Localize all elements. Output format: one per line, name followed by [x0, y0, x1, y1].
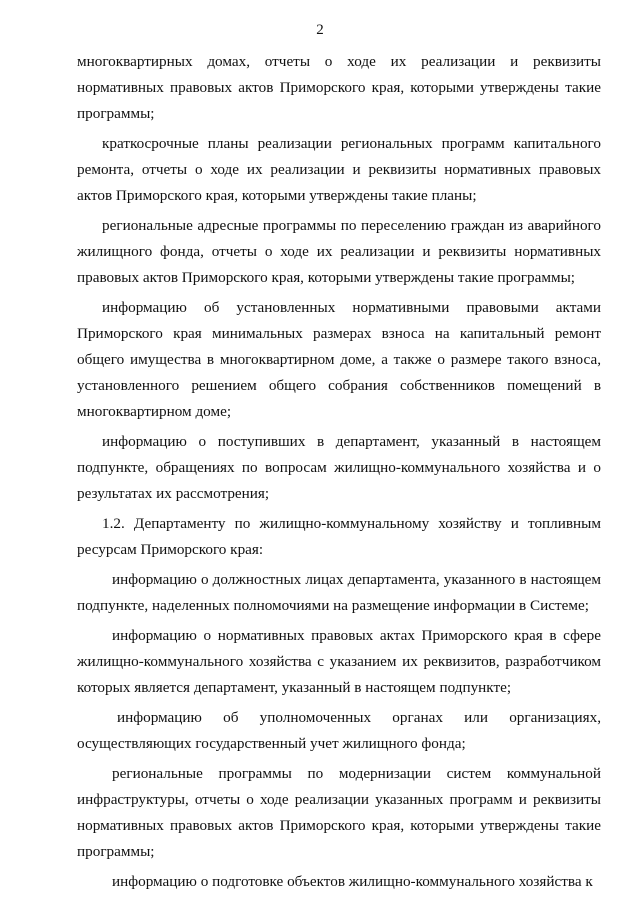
text-line: многоквартирных домах, отчеты о ходе их реализации и реквизиты [77, 53, 601, 70]
paragraph [77, 49, 601, 127]
text-line: общего имущества в многоквартирном доме, а также о размере такого взноса, [77, 351, 601, 368]
paragraph [77, 623, 601, 701]
text-line: информацию о должностных лицах департамента, указанного в настоящем [112, 571, 601, 588]
text-line: установленного решением общего собрания собственников помещений в [77, 377, 601, 394]
text-line: ремонта, отчеты о ходе их реализации и реквизиты нормативных правовых [77, 161, 601, 178]
text-line: жилищно-коммунального хозяйства с указанием их реквизитов, разработчиком [77, 653, 601, 670]
text-line: актов Приморского края, которыми утверждены такие планы; [77, 187, 477, 204]
text-line: результатах их рассмотрения; [77, 485, 270, 502]
text-line: информацию о подготовке объектов жилищно-коммунального хозяйства к [112, 873, 593, 890]
text-line: региональные адресные программы по переселению граждан из аварийного [102, 217, 601, 234]
text-line: подпункте, наделенных полномочиями на размещение информации в Системе; [77, 597, 589, 614]
text-line: нормативных правовых актов Приморского края, которыми утверждены такие [77, 817, 601, 834]
text-line: программы; [77, 843, 155, 860]
text-line: многоквартирном доме; [77, 403, 232, 420]
text-line: ресурсам Приморского края: [77, 541, 264, 558]
paragraph [77, 213, 601, 291]
paragraph [77, 869, 601, 895]
text-line: информацию о поступивших в департамент, указанный в настоящем [102, 433, 601, 450]
text-line: жилищного фонда, отчеты о ходе их реализации и реквизиты нормативных [77, 243, 601, 260]
page-number: 2 [316, 22, 324, 38]
text-line: программы; [77, 105, 155, 122]
text-line: правовых актов Приморского края, которыми утверждены такие программы; [77, 269, 576, 286]
text-line: краткосрочные планы реализации региональных программ капитального [102, 135, 601, 152]
paragraph [77, 131, 601, 209]
paragraph [77, 511, 601, 563]
paragraph [77, 761, 601, 865]
text-line: Приморского края минимальных размерах взноса на капитальный ремонт [77, 325, 601, 342]
text-line: информацию о нормативных правовых актах Приморского края в сфере [112, 627, 601, 644]
text-line: которых является департамент, указанный в настоящем подпункте; [77, 679, 512, 696]
text-line: региональные программы по модернизации систем коммунальной [112, 765, 601, 782]
document-body [77, 49, 601, 895]
text-line: нормативных правовых актов Приморского края, которыми утверждены такие [77, 79, 601, 96]
text-line: информацию об уполномоченных органах или организациях, [117, 709, 601, 726]
paragraph [77, 429, 601, 507]
text-line: подпункте, обращениях по вопросам жилищно-коммунального хозяйства и о [77, 459, 601, 476]
paragraph [77, 567, 601, 619]
text-line: информацию об установленных нормативными правовыми актами [102, 299, 601, 316]
text-line: 1.2. Департаменту по жилищно-коммунальному хозяйству и топливным [102, 515, 601, 532]
text-line: инфраструктуры, отчеты о ходе реализации указанных программ и реквизиты [77, 791, 601, 808]
paragraph [77, 705, 601, 757]
paragraph [77, 295, 601, 425]
text-line: осуществляющих государственный учет жилищного фонда; [77, 735, 466, 752]
